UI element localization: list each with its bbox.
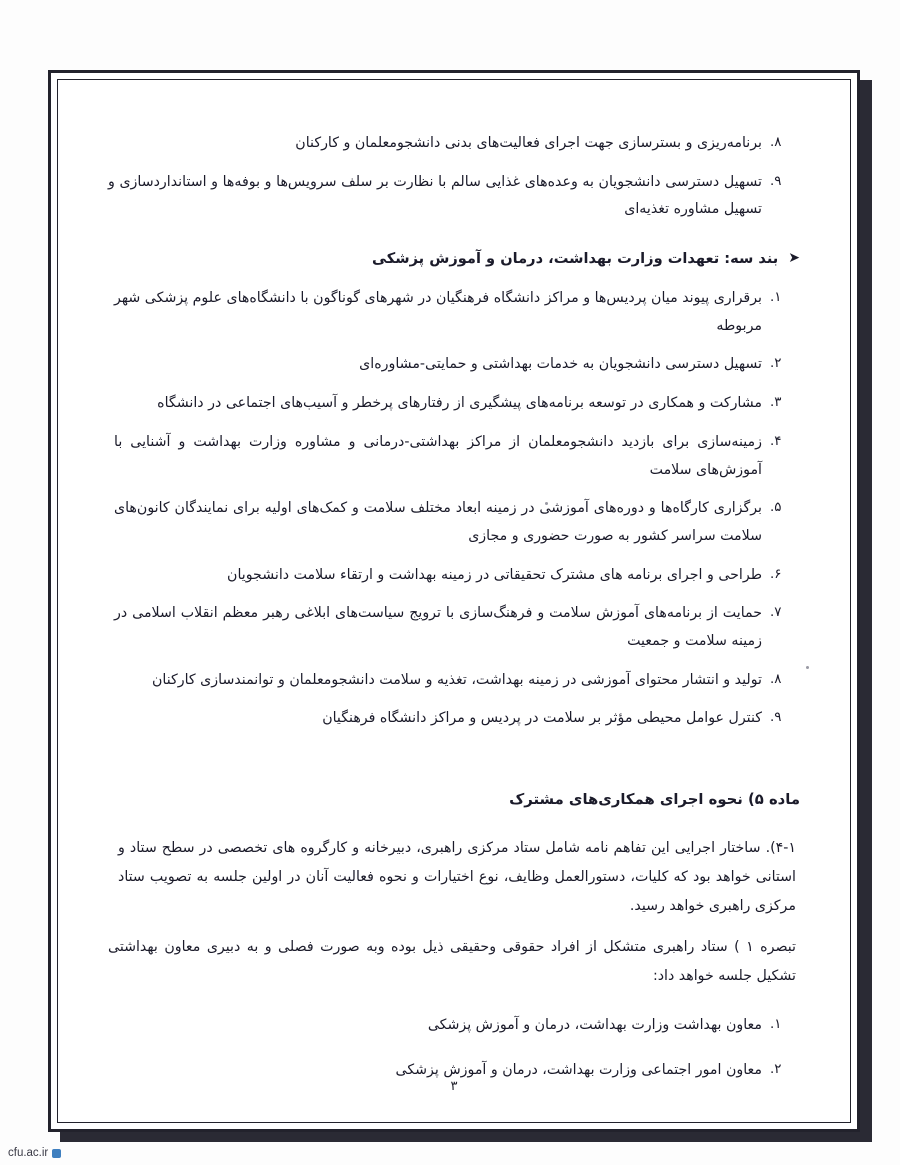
list-item <box>108 390 800 418</box>
watermark-logo-icon <box>52 1149 61 1158</box>
list-item <box>108 429 800 484</box>
list-item-text: معاون امور اجتماعی وزارت بهداشت، درمان و آموزش پزشکی <box>395 1062 762 1079</box>
article-heading: ماده ۵) نحوه اجرای همکاری‌های مشترک <box>509 791 800 808</box>
page-number: ۳ <box>450 1079 458 1094</box>
list-item-number: ۸. <box>770 135 782 150</box>
list-item-number: ۵. <box>770 500 782 516</box>
list-item-number: ۲. <box>770 356 782 372</box>
list-item <box>108 495 800 550</box>
list-item-number: ۲. <box>770 1062 782 1078</box>
list-item-number: ۹. <box>770 173 782 189</box>
list-item-number: ۶. <box>770 566 782 582</box>
list-item-text: برقراری پیوند میان پردیس‌ها و مراکز دانشگاه فرهنگیان در شهرهای گوناگون با دانشگاه‌های علوم پزشکی شهر مربوطه <box>114 290 762 334</box>
list-item <box>108 351 800 379</box>
list-item-text: مشارکت و همکاری در توسعه برنامه‌های پیشگیری از رفتارهای پرخطر و آسیب‌های اجتماعی در دانشگاه <box>157 395 762 412</box>
list-item <box>108 562 800 590</box>
list-item-text: حمایت از برنامه‌های آموزش سلامت و فرهنگ‌سازی با ترویج سیاست‌های ابلاغی رهبر معظم انقلاب اسلامی در زمینه سلامت و جمعیت <box>114 605 762 649</box>
list-item-text: برگزاری کارگاه‌ها و دوره‌های آموزشی در زمینه ابعاد مختلف سلامت و کمک‌های اولیه برای نمایندگان کانون‌های سلامت سراسر کشور به صورت حضوری و مجازی <box>114 500 762 544</box>
list-item-number: ۹. <box>770 710 782 726</box>
list-item-text: زمینه‌سازی برای بازدید دانشجومعلمان از مراکز بهداشتی-درمانی و مشاوره وزارت بهداشت و آشنایی با آموزش‌های سلامت <box>114 433 762 478</box>
list-item-text: برنامه‌ریزی و بسترسازی جهت اجرای فعالیت‌های بدنی دانشجومعلمان و کارکنان <box>295 135 762 151</box>
list-item <box>108 705 800 733</box>
section-heading <box>108 250 800 267</box>
section-heading-text: بند سه: تعهدات وزارت بهداشت، درمان و آموزش پزشکی <box>372 250 779 268</box>
list-item-text: معاون بهداشت وزارت بهداشت، درمان و آموزش پزشکی <box>427 1016 762 1033</box>
document-body <box>62 90 846 1120</box>
watermark-text: cfu.ac.ir <box>8 1147 49 1159</box>
list-item-text: تسهیل دسترسی دانشجویان به خدمات بهداشتی و حمایتی-مشاوره‌ای <box>359 356 762 373</box>
list-item <box>108 169 800 224</box>
list-item <box>108 285 800 340</box>
list-item <box>108 600 800 655</box>
list-item-number: ۳. <box>770 395 782 411</box>
top-numbered-list <box>108 130 800 224</box>
arrow-bullet-icon: ➤ <box>788 249 800 266</box>
article-paragraph: ۴-۱). ساختار اجرایی این تفاهم نامه شامل ستاد مرکزی راهبری، دبیرخانه و کارگروه های تخصصی در سطح ستاد و استانی خواهد بود که کلیات، دستورالعمل وظایف، نوع اختیارات و نحوه فعالیت آنان در اولین جلسه به تصویب ستاد مرکزی راهبری خواهد رسید. <box>118 840 796 915</box>
list-item-number: ۸. <box>770 671 782 687</box>
list-item-text: کنترل عوامل محیطی مؤثر بر سلامت در پردیس و مراکز دانشگاه فرهنگیان <box>322 710 762 727</box>
list-item <box>108 130 800 158</box>
list-item <box>108 1012 800 1040</box>
list-item <box>108 667 800 695</box>
list-item-text: تسهیل دسترسی دانشجویان به وعده‌های غذایی سالم با نظارت بر سلف سرویس‌ها و بوفه‌ها و استانداردسازی و تسهیل مشاوره تغذیه‌ای <box>108 173 762 218</box>
list-item-number: ۱. <box>770 290 782 306</box>
article-note-paragraph: تبصره ۱ ) ستاد راهبری متشکل از افراد حقوقی وحقیقی ذیل بوده وبه صورت فصلی و به دبیری معاون بهداشتی تشکیل جلسه خواهد داد: <box>108 939 796 985</box>
list-item-number: ۷. <box>770 605 782 621</box>
list-item-text: طراحی و اجرای برنامه های مشترک تحقیقاتی در زمینه بهداشت و ارتقاء سلامت دانشجویان <box>227 566 762 583</box>
list-item-number: ۱. <box>770 1016 782 1032</box>
site-watermark <box>8 1147 61 1159</box>
commitments-list <box>108 285 800 733</box>
list-item-number: ۴. <box>770 433 782 449</box>
steering-committee-members-list <box>108 1012 800 1085</box>
list-item-text: تولید و انتشار محتوای آموزشی در زمینه بهداشت، تغذیه و سلامت دانشجومعلمان و توانمندسازی کارکنان <box>151 671 762 688</box>
